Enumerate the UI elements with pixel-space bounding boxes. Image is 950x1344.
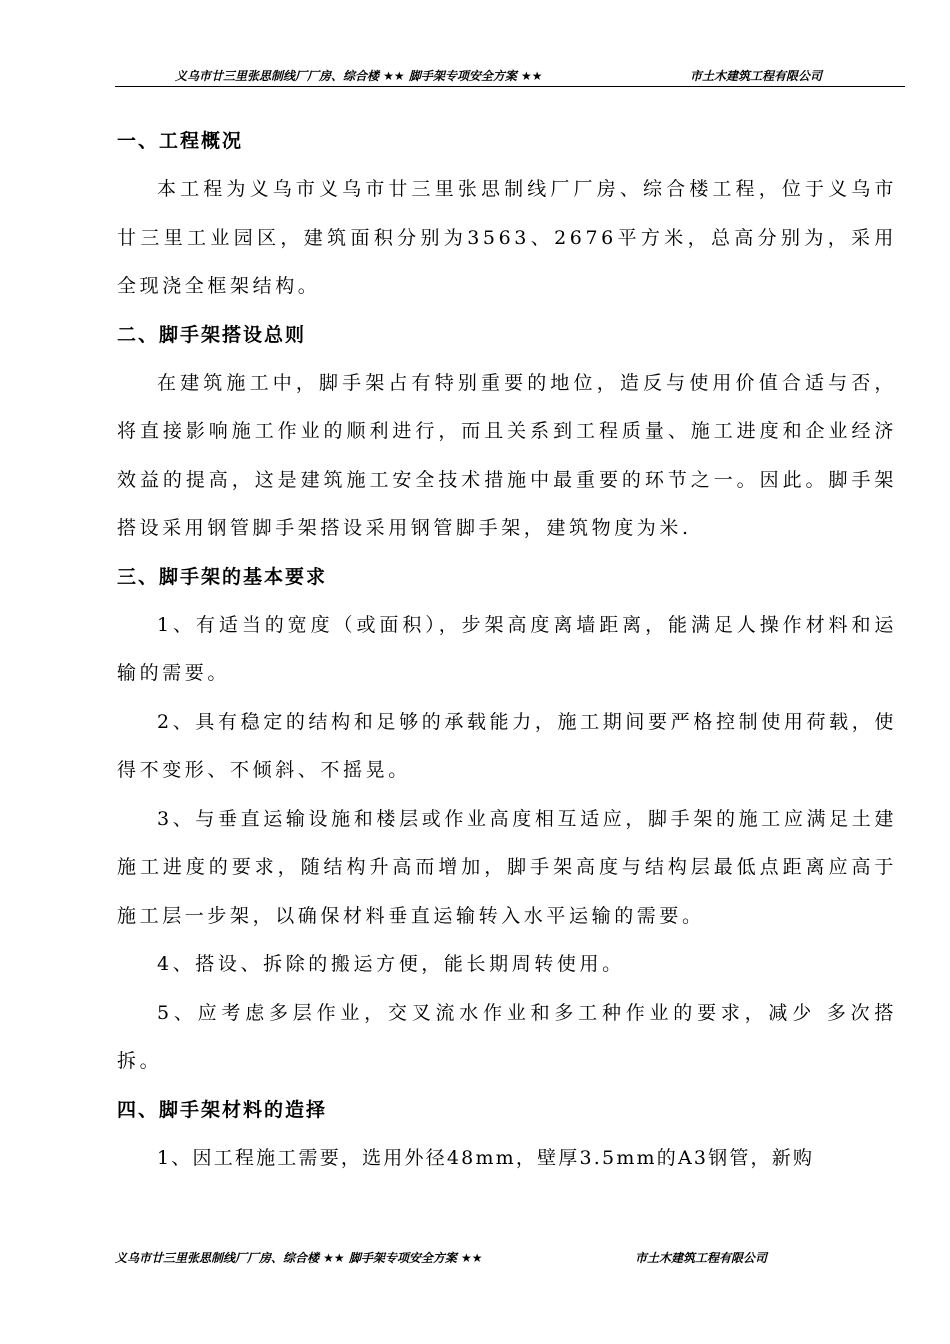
section-heading-requirements: 三、脚手架的基本要求	[117, 565, 328, 588]
section-heading-materials: 四、脚手架材料的造择	[117, 1098, 328, 1121]
materials-item-1: 1、因工程施工需要，选用外径48mm，壁厚3.5mm的A3钢管，新购	[157, 1146, 815, 1169]
section-heading-principles: 二、脚手架搭设总则	[117, 323, 307, 346]
paragraph-principles: 在建筑施工中，脚手架占有特别重要的地位，造反与使用价值合适与否，将直接影响施工作业的顺利进行，而且关系到工程质量、施工进度和企业经济效益的提高，这是建筑施工安全技术措施中最重要的环节之一。因此。脚手架搭设采用钢管脚手架搭设采用钢管脚手架，建筑物度为米.	[117, 371, 897, 539]
footer-company: 市土木建筑工程有限公司	[635, 1251, 768, 1265]
page-footer	[115, 1250, 905, 1268]
document-body	[117, 117, 897, 1182]
requirement-item-4: 4、搭设、拆除的搬运方便，能长期周转使用。	[157, 953, 625, 975]
footer-project-title: 义乌市廿三里张思制线厂厂房、综合楼 ★★ 脚手架专项安全方案 ★★	[115, 1251, 483, 1265]
requirement-item-1: 1、有适当的宽度（或面积），步架高度离墙距离，能满足人操作材料和运输的需要。	[117, 613, 897, 684]
header-project-title: 义乌市廿三里张思制线厂厂房、综合楼 ★★ 脚手架专项安全方案 ★★	[175, 69, 543, 83]
requirement-item-3: 3、与垂直运输设施和楼层或作业高度相互适应，脚手架的施工应满足土建施工进度的要求，随结构升高而增加，脚手架高度与结构层最低点距离应高于施工层一步架，以确保材料垂直运输转入水平运输的需要。	[117, 807, 897, 927]
requirement-item-2: 2、具有稳定的结构和足够的承载能力，施工期间要严格控制使用荷载，使得不变形、不倾斜、不摇晃。	[117, 710, 897, 781]
page-header	[115, 68, 905, 87]
requirement-item-5: 5、应考虑多层作业，交叉流水作业和多工种作业的要求，减少 多次搭拆。	[117, 1001, 897, 1072]
header-company: 市土木建筑工程有限公司	[690, 69, 823, 83]
paragraph-overview: 本工程为义乌市义乌市廿三里张思制线厂厂房、综合楼工程，位于义乌市廿三里工业园区，建筑面积分别为3563、2676平方米，总高分别为，采用全现浇全框架结构。	[117, 178, 897, 297]
section-heading-overview: 一、工程概况	[117, 130, 244, 152]
